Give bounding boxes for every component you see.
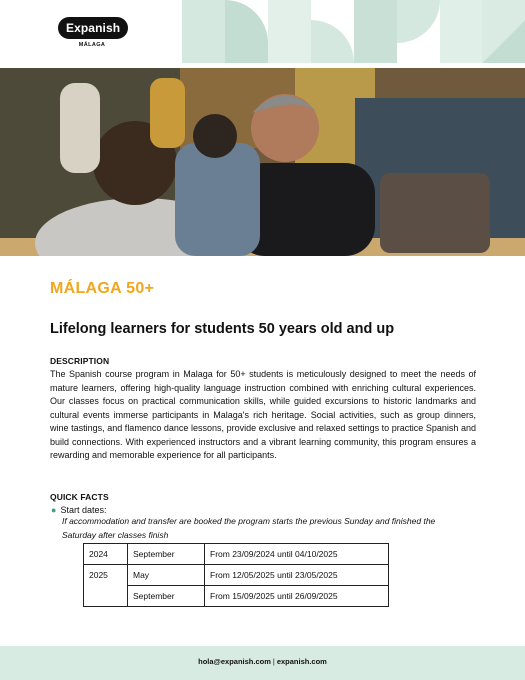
expanish-logo	[58, 17, 126, 48]
quick-facts-label: QUICK FACTS	[50, 492, 109, 502]
start-dates-item	[51, 505, 106, 515]
program-name: MÁLAGA 50+	[50, 280, 155, 297]
website-link[interactable]: expanish.com	[276, 657, 327, 666]
description-text: The Spanish course program in Malaga for 50+ students is meticulously designed to meet the needs of mature learners, offering high-quality language instruction combined with enriching cultural experiences. Our classes focus on practical communication skills, while guided excursions to historic landmarks and cultural events immerse participants in Malaga's rich heritage. Social activities, such as group dinners, wine tastings, and flamenco dance lessons, provide exclusive and relaxed settings to practice Spanish and build connections. With experienced instructors and a vibrant learning community, this program ensures a rewarding and memorable experience for all participants.	[50, 369, 476, 460]
month-cell: September	[128, 586, 205, 607]
page-footer	[0, 646, 525, 680]
hero-photo	[0, 68, 525, 256]
month-cell: September	[128, 544, 205, 565]
table-row	[84, 565, 389, 586]
contact-email-link[interactable]: hola@expanish.com	[198, 657, 271, 666]
table-row	[84, 544, 389, 565]
decorative-pattern	[182, 0, 525, 63]
date-range-cell: From 12/05/2025 until 23/05/2025	[205, 565, 389, 586]
program-headline: Lifelong learners for students 50 years old and up	[50, 321, 395, 337]
logo-wordmark: Expanish	[58, 17, 128, 39]
month-cell: May	[128, 565, 205, 586]
start-dates-note: If accommodation and transfer are booked the program starts the previous Sunday and finished the Saturday after classes finish	[62, 516, 436, 540]
footer-separator: |	[272, 657, 275, 666]
start-dates-table	[83, 543, 389, 607]
date-range-cell: From 15/09/2025 until 26/09/2025	[205, 586, 389, 607]
logo-location: MÁLAGA	[78, 42, 106, 48]
start-dates-label: Start dates:	[60, 505, 107, 515]
year-cell: 2025	[84, 565, 128, 607]
bullet-icon: ●	[51, 505, 57, 515]
page-header	[0, 0, 525, 68]
table-row	[84, 586, 389, 607]
description-label: DESCRIPTION	[50, 356, 110, 366]
year-cell: 2024	[84, 544, 128, 565]
date-range-cell: From 23/09/2024 until 04/10/2025	[205, 544, 389, 565]
